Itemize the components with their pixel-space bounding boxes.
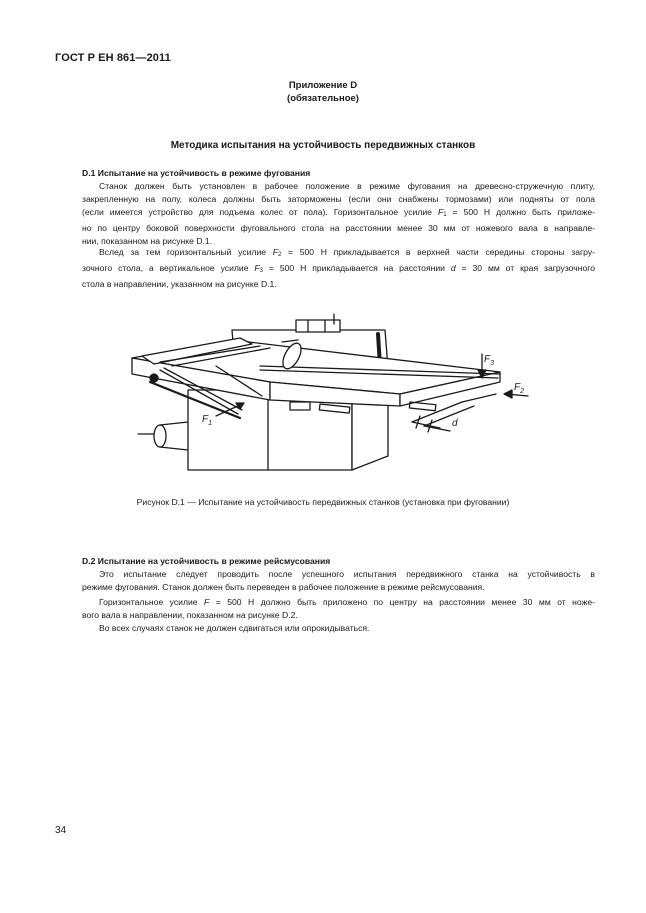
text-line: вого вала в направлении, показанном на рисунке D.2. — [82, 610, 298, 620]
dimension-line — [462, 394, 496, 402]
dust-outlet-edge — [160, 447, 188, 450]
text-line: зочного стола, а вертикальное усилие $F_3 = 500$ Н прикладывается на расстоянии d = 30 мм от края загрузочного — [82, 263, 596, 274]
section-d2-title: D.2 Испытание на устойчивость в режиме рейсмусования — [82, 556, 331, 566]
text-line: режиме фугования. Станок должен быть переведен в рабочее положение в режиме рейсмусования. — [82, 582, 485, 592]
section-d1-paragraph-2 — [82, 246, 595, 291]
text-line: но по центру боковой поверхности фуговального стола на расстоянии менее 30 мм от ножевого вала в направле- — [82, 223, 595, 233]
text-line: нии, показанном на рисунке D.1. — [82, 236, 213, 246]
dust-outlet-edge — [160, 422, 188, 425]
dimension-d-label: d — [452, 418, 458, 429]
figure-caption: Рисунок D.1 — Испытание на устойчивость передвижных станков (установка при фуговании) — [136, 497, 510, 507]
text-line: Горизонтальное усилие F = 500 Н должно быть приложено по центру на расстоянии менее 30 мм от ноже- — [99, 597, 596, 607]
section-d1-title: D.1 Испытание на устойчивость в режиме фугования — [82, 168, 311, 178]
force-f1-label: $F_1$ — [202, 414, 213, 427]
section-d1-paragraph-1 — [82, 180, 595, 248]
text-line: Вслед за тем горизонтальный усилие $F_2 = 500$ Н прикладывается в верхней части середины стороны загру- — [99, 247, 596, 258]
adjust-knob — [150, 374, 158, 382]
text-line: (если имеется устройство для подъема колес от пола). Горизонтальное усилие $F_1 = 500$ Н должно быть приложе- — [82, 207, 595, 218]
figure-d1 — [120, 310, 530, 485]
dimension-tick — [416, 416, 420, 428]
dust-outlet — [154, 425, 166, 447]
text-line: закрепленную на полу, колеса должны быть заторможены (если они снабжены тормозами) или подняты от пола — [82, 194, 595, 204]
section-d2-paragraph-2 — [82, 596, 595, 622]
section-d2-paragraph-1 — [82, 568, 595, 594]
text-line: Это испытание следует проводить после успешного испытания передвижного станка на устойчивость в — [99, 569, 595, 579]
section-d2-paragraph-3 — [82, 622, 595, 635]
text-line: Во всех случаях станок не должен сдвигаться или опрокидываться. — [99, 623, 370, 633]
page-number: 34 — [55, 825, 67, 836]
text-line: стола в направлении, указанном на рисунке D.1. — [82, 279, 277, 289]
force-f2-label: $F_2$ — [514, 382, 525, 395]
standard-header: ГОСТ Р ЕН 861—2011 — [55, 52, 171, 64]
force-f3-label: $F_3$ — [484, 354, 495, 367]
annex-title: Приложение D — [288, 80, 358, 91]
text-line: Станок должен быть установлен в рабочее положение в режиме фугования на древесно-стружечную плиту, — [99, 181, 595, 191]
force-f2-arrowhead — [504, 390, 512, 398]
annex-status: (обязательное) — [287, 93, 359, 104]
method-title: Методика испытания на устойчивость передвижных станков — [170, 140, 476, 151]
planer-machine-drawing — [120, 310, 530, 485]
